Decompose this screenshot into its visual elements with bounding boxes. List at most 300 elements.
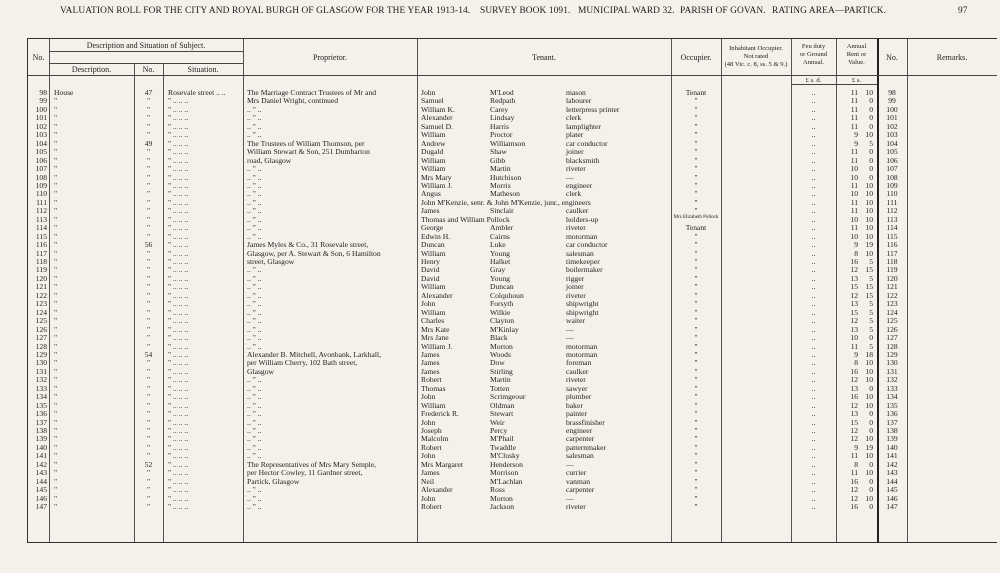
row-number-right: 104 <box>886 138 898 148</box>
row-situation: " .. .. .. <box>168 333 189 343</box>
row-occupation: riveter <box>566 502 586 512</box>
row-feu-duty: .. <box>811 273 816 283</box>
row-feu-duty: .. <box>811 113 816 123</box>
col-annual-2: Rent or <box>846 51 867 58</box>
row-description: " <box>54 231 58 241</box>
row-number-right: 137 <box>886 417 898 427</box>
row-rent-shillings: 0 <box>869 459 873 469</box>
row-rent-pounds: 13 <box>850 324 858 334</box>
row-occupation: joiner <box>566 282 584 292</box>
row-tenant-forename: James <box>421 206 440 216</box>
row-feu-duty: .. <box>811 426 816 435</box>
row-description: " <box>54 468 58 478</box>
row-description: " <box>54 214 58 224</box>
row-tenant-surname: Gray <box>490 265 506 275</box>
row-rent-pounds: 10 <box>850 164 858 174</box>
row-number-right: 145 <box>886 485 898 495</box>
row-proprietor: .. " .. <box>247 434 262 444</box>
row-number-right: 142 <box>886 459 898 469</box>
row-rent-shillings: 0 <box>869 96 873 106</box>
row-proprietor: .. " .. <box>247 400 262 410</box>
row-occupation: letterpress printer <box>566 104 620 114</box>
row-tenant-forename: Joseph <box>421 426 442 435</box>
row-number-right: 118 <box>886 257 898 266</box>
row-number: 122 <box>35 290 47 300</box>
row-number: 116 <box>35 240 47 250</box>
row-situation: " .. .. .. <box>168 417 189 427</box>
row-number-right: 98 <box>888 88 896 97</box>
row-occupier: " <box>694 231 698 241</box>
row-proprietor: road, Glasgow <box>247 155 292 165</box>
row-tenant-surname: Clayton <box>490 316 515 326</box>
row-house-number: " <box>146 434 151 444</box>
row-situation: " .. .. .. <box>168 265 189 275</box>
row-rent-pounds: 9 <box>854 442 858 452</box>
survey-book: SURVEY BOOK 1091. <box>480 6 571 16</box>
row-feu-duty: .. <box>811 459 816 469</box>
row-situation: " .. .. .. <box>168 442 189 452</box>
row-number: 129 <box>35 349 47 359</box>
row-situation: " .. .. .. <box>168 434 189 444</box>
row-rent-shillings: 15 <box>865 290 873 300</box>
row-tenant-surname: Martin <box>490 164 511 174</box>
row-house-number: " <box>146 383 151 393</box>
row-occupation: shipwright <box>566 307 599 317</box>
row-occupier: " <box>694 349 698 359</box>
row-number: 114 <box>35 223 47 233</box>
row-proprietor: .. " .. <box>247 493 262 503</box>
row-number-right: 131 <box>886 366 898 376</box>
row-occupation: clerk <box>566 113 582 123</box>
row-house-number: " <box>146 147 151 157</box>
row-proprietor: .. " .. <box>247 392 262 402</box>
row-situation: " .. .. .. <box>168 349 189 359</box>
row-tenant-surname: M'Clusky <box>490 451 520 461</box>
row-description: " <box>54 273 58 283</box>
row-rent-pounds: 12 <box>850 493 858 503</box>
row-occupier: " <box>694 426 698 435</box>
row-occupation: vanman <box>566 476 591 486</box>
row-number: 106 <box>35 155 47 165</box>
row-situation: " .. .. .. <box>168 451 189 461</box>
row-tenant-forename: Thomas <box>421 383 446 393</box>
row-proprietor: Glasgow <box>247 366 274 376</box>
col-feu-3: Annual. <box>802 59 825 66</box>
row-number: 138 <box>35 426 47 435</box>
row-feu-duty: .. <box>811 189 816 199</box>
row-occupation: boilermaker <box>566 265 603 275</box>
row-rent-shillings: 5 <box>869 138 873 148</box>
row-situation: " .. .. .. <box>168 121 189 131</box>
row-tenant-full: Thomas and William Pollock <box>421 214 510 224</box>
row-house-number: " <box>146 417 151 427</box>
row-rent-pounds: 11 <box>850 223 858 233</box>
row-house-number: " <box>146 451 151 461</box>
row-tenant-forename: Samuel <box>421 96 444 106</box>
row-occupation: baker <box>566 400 583 410</box>
valuation-table <box>27 38 997 543</box>
row-tenant-surname: Forsyth <box>490 299 514 309</box>
row-tenant-forename: William <box>421 248 446 258</box>
row-tenant-forename: Mrs Margaret <box>421 459 463 469</box>
row-house-number: " <box>146 206 151 216</box>
row-situation: " .. .. .. <box>168 282 189 292</box>
row-tenant-forename: William K. <box>421 104 455 114</box>
row-occupation: carpenter <box>566 434 595 444</box>
row-occupier: " <box>694 121 698 131</box>
row-occupier: " <box>694 493 698 503</box>
row-occupation: — <box>566 333 574 343</box>
row-rent-shillings: 0 <box>869 147 873 157</box>
row-proprietor: .. " .. <box>247 426 262 435</box>
row-number-right: 116 <box>886 240 898 250</box>
page-header <box>0 6 1000 20</box>
row-feu-duty: .. <box>811 383 816 393</box>
row-description: " <box>54 392 58 402</box>
row-house-number: " <box>146 96 151 106</box>
row-description: " <box>54 434 58 444</box>
row-description: " <box>54 290 58 300</box>
row-rent-pounds: 9 <box>854 138 858 148</box>
row-house-number: " <box>146 265 151 275</box>
row-situation: " .. .. .. <box>168 138 189 148</box>
row-situation: " .. .. .. <box>168 468 189 478</box>
row-feu-duty: .. <box>811 104 816 114</box>
row-number-right: 105 <box>886 147 898 157</box>
row-feu-duty: .. <box>811 257 816 266</box>
row-situation: " .. .. .. <box>168 155 189 165</box>
row-feu-duty: .. <box>811 434 816 444</box>
row-tenant-surname: Wilkie <box>490 307 511 317</box>
row-number: 126 <box>35 324 47 334</box>
row-number: 115 <box>35 231 47 241</box>
row-description: " <box>54 417 58 427</box>
row-description: " <box>54 96 58 106</box>
row-proprietor: The Marriage Contract Trustees of Mr and <box>247 88 377 97</box>
row-rent-shillings: 10 <box>865 189 873 199</box>
row-rent-pounds: 11 <box>850 155 858 165</box>
row-occupier: " <box>694 333 698 343</box>
row-proprietor: .. " .. <box>247 383 262 393</box>
row-situation: " .. .. .. <box>168 189 189 199</box>
row-proprietor: Mrs Daniel Wright, continued <box>247 96 339 106</box>
row-number: 100 <box>35 104 47 114</box>
row-rent-shillings: 0 <box>869 383 873 393</box>
row-situation: " .. .. .. <box>168 383 189 393</box>
row-tenant-forename: Mrs Kate <box>421 324 450 334</box>
row-situation: " .. .. .. <box>168 307 189 317</box>
row-number-right: 128 <box>886 341 898 351</box>
row-feu-duty: .. <box>811 147 816 157</box>
row-proprietor: Partick, Glasgow <box>247 476 300 486</box>
row-tenant-surname: Morrison <box>490 468 519 478</box>
row-rent-pounds: 16 <box>850 502 858 512</box>
row-situation: " .. .. .. <box>168 485 189 495</box>
row-feu-duty: .. <box>811 468 816 478</box>
row-rent-shillings: 15 <box>865 282 873 292</box>
row-rent-pounds: 8 <box>854 459 858 469</box>
row-house-number: " <box>146 468 151 478</box>
row-occupation: blacksmith <box>566 155 600 165</box>
row-tenant-forename: Angus <box>421 189 441 199</box>
row-number: 131 <box>35 366 47 376</box>
row-feu-duty: .. <box>811 409 816 419</box>
row-tenant-surname: Morton <box>490 341 513 351</box>
row-rent-shillings: 0 <box>869 155 873 165</box>
row-tenant-forename: George <box>421 223 444 233</box>
row-number: 109 <box>35 180 47 190</box>
row-rent-shillings: 0 <box>869 121 873 131</box>
table-row <box>28 503 997 511</box>
row-occupation: engineer <box>566 426 593 435</box>
row-occupation: — <box>566 172 574 182</box>
roll-title: VALUATION ROLL FOR THE CITY AND ROYAL BURGH OF GLASGOW FOR THE YEAR 1913-14. <box>60 6 471 16</box>
row-house-number: " <box>146 257 151 266</box>
row-number: 121 <box>35 282 47 292</box>
row-rent-pounds: 11 <box>850 180 858 190</box>
row-tenant-forename: John <box>421 417 436 427</box>
row-number: 124 <box>35 307 47 317</box>
row-occupier: " <box>694 138 698 148</box>
row-rent-shillings: 19 <box>865 240 873 250</box>
row-rent-shillings: 10 <box>865 358 873 368</box>
row-number: 102 <box>35 121 47 131</box>
row-tenant-surname: Young <box>490 248 510 258</box>
row-tenant-forename: Alexander <box>421 485 453 495</box>
row-occupation: currier <box>566 468 587 478</box>
row-tenant-forename: David <box>421 265 440 275</box>
col-inhabitant-1: Inhabitant Occupier. <box>729 45 783 52</box>
row-situation: " .. .. .. <box>168 172 189 182</box>
row-situation: " .. .. .. <box>168 290 189 300</box>
row-number: 135 <box>35 400 47 410</box>
row-rent-shillings: 10 <box>865 375 873 385</box>
row-number: 142 <box>35 459 47 469</box>
row-situation: " .. .. .. <box>168 459 189 469</box>
row-rent-shillings: 0 <box>869 476 873 486</box>
row-house-number: " <box>146 333 151 343</box>
row-situation: " .. .. .. <box>168 248 189 258</box>
row-feu-duty: .. <box>811 265 816 275</box>
row-number-right: 123 <box>886 299 898 309</box>
row-house-number: " <box>146 121 151 131</box>
row-occupier: " <box>694 130 698 140</box>
row-number: 108 <box>35 172 47 182</box>
row-rent-pounds: 15 <box>850 307 858 317</box>
row-occupation: mason <box>566 88 586 97</box>
col-proprietor: Proprietor. <box>313 53 347 62</box>
row-number-right: 135 <box>886 400 898 410</box>
row-number: 99 <box>39 96 47 106</box>
row-house-number: " <box>146 273 151 283</box>
row-number: 136 <box>35 409 47 419</box>
row-number-right: 115 <box>886 231 898 241</box>
row-number-right: 112 <box>886 206 898 216</box>
row-number: 98 <box>39 88 47 97</box>
row-occupation: clerk <box>566 189 582 199</box>
row-number-right: 133 <box>886 383 898 393</box>
row-rent-shillings: 5 <box>869 299 873 309</box>
row-proprietor: The Trustees of William Thomson, per <box>247 138 365 148</box>
row-feu-duty: .. <box>811 392 816 402</box>
row-tenant-surname: Stirling <box>490 366 513 376</box>
row-house-number: " <box>146 341 151 351</box>
municipal-ward: MUNICIPAL WARD 32. <box>578 6 675 16</box>
row-rent-pounds: 12 <box>850 400 858 410</box>
row-proprietor: .. " .. <box>247 502 262 512</box>
row-number-right: 109 <box>886 180 898 190</box>
row-tenant-forename: Robert <box>421 375 442 385</box>
row-number-right: 143 <box>886 468 898 478</box>
row-situation: " .. .. .. <box>168 324 189 334</box>
row-house-number: " <box>146 375 151 385</box>
row-occupation: salesman <box>566 248 594 258</box>
row-tenant-forename: James <box>421 358 440 368</box>
row-occupier: " <box>694 358 698 368</box>
row-rent-shillings: 10 <box>865 231 873 241</box>
row-feu-duty: .. <box>811 349 816 359</box>
row-occupation: lamplighter <box>566 121 602 131</box>
row-occupation: timekeeper <box>566 257 600 266</box>
row-occupier: Tenant <box>685 88 707 97</box>
row-house-number: " <box>146 400 151 410</box>
row-occupier: " <box>694 265 698 275</box>
row-number-right: 132 <box>886 375 898 385</box>
row-occupier: " <box>694 383 698 393</box>
row-description: " <box>54 307 58 317</box>
row-description: " <box>54 138 58 148</box>
row-tenant-surname: Ross <box>490 485 505 495</box>
row-occupier: " <box>694 451 698 461</box>
row-tenant-forename: David <box>421 273 440 283</box>
row-description: " <box>54 459 58 469</box>
row-number: 112 <box>35 206 47 216</box>
row-number: 118 <box>35 257 47 266</box>
row-rent-pounds: 12 <box>850 290 858 300</box>
row-tenant-surname: Williamson <box>490 138 526 148</box>
row-number: 140 <box>35 442 47 452</box>
row-number-right: 108 <box>886 172 898 182</box>
row-rent-shillings: 10 <box>865 180 873 190</box>
row-proprietor: .. " .. <box>247 299 262 309</box>
row-rent-pounds: 11 <box>850 206 858 216</box>
row-occupier: " <box>694 206 698 216</box>
row-house-number: " <box>146 223 151 233</box>
row-tenant-forename: William <box>421 307 446 317</box>
row-feu-duty: .. <box>811 417 816 427</box>
row-occupier: " <box>694 290 698 300</box>
row-number: 133 <box>35 383 47 393</box>
row-proprietor: .. " .. <box>247 273 262 283</box>
row-occupation: carpenter <box>566 485 595 495</box>
row-situation: " .. .. .. <box>168 273 189 283</box>
row-proprietor: .. " .. <box>247 307 262 317</box>
row-tenant-forename: William <box>421 164 446 174</box>
row-occupier: " <box>694 113 698 123</box>
row-house-number: " <box>146 248 151 258</box>
row-occupation: riveter <box>566 290 586 300</box>
row-house-number: " <box>146 316 151 326</box>
row-number-right: 136 <box>886 409 898 419</box>
row-rent-shillings: 5 <box>869 341 873 351</box>
row-house-number: " <box>146 282 151 292</box>
row-feu-duty: .. <box>811 223 816 233</box>
row-house-number: " <box>146 197 151 207</box>
col-feu-2: or Ground <box>799 51 828 58</box>
row-rent-pounds: 11 <box>850 147 858 157</box>
row-tenant-surname: M'Phail <box>490 434 514 444</box>
col-description: Description. <box>71 65 112 74</box>
row-occupation: riveter <box>566 223 586 233</box>
row-tenant-surname: Duncan <box>490 282 514 292</box>
row-tenant-forename: Neil <box>421 476 435 486</box>
row-description: " <box>54 155 58 165</box>
col-inhabitant-3: (48 Vic. c. 8, ss. 5 & 9.) <box>724 61 788 68</box>
row-proprietor: .. " .. <box>247 485 262 495</box>
row-number: 104 <box>35 138 47 148</box>
row-tenant-forename: Malcolm <box>421 434 449 444</box>
row-description: " <box>54 349 58 359</box>
row-occupier: Tenant <box>685 223 707 233</box>
row-number-right: 125 <box>886 316 898 326</box>
row-situation: " .. .. .. <box>168 358 189 368</box>
row-situation: " .. .. .. <box>168 113 189 123</box>
row-tenant-surname: Young <box>490 273 510 283</box>
row-house-number: " <box>146 476 151 486</box>
row-rent-pounds: 12 <box>850 316 858 326</box>
row-description: " <box>54 164 58 174</box>
row-proprietor: .. " .. <box>247 290 262 300</box>
row-description: " <box>54 113 58 123</box>
row-proprietor: .. " .. <box>247 164 262 174</box>
row-rent-pounds: 11 <box>850 121 858 131</box>
row-feu-duty: .. <box>811 138 816 148</box>
row-number-right: 141 <box>886 451 898 461</box>
row-proprietor: .. " .. <box>247 231 262 241</box>
row-occupation: plater <box>566 130 584 140</box>
row-tenant-surname: Carey <box>490 104 509 114</box>
row-description: " <box>54 265 58 275</box>
row-feu-duty: .. <box>811 248 816 258</box>
row-feu-duty: .. <box>811 307 816 317</box>
row-rent-pounds: 11 <box>850 88 858 97</box>
row-situation: " .. .. .. <box>168 223 189 233</box>
row-rent-shillings: 19 <box>865 442 873 452</box>
page-number: 97 <box>958 6 968 16</box>
row-rent-shillings: 10 <box>865 468 873 478</box>
row-feu-duty: .. <box>811 88 816 97</box>
col-tenant: Tenant. <box>532 53 556 62</box>
row-rent-shillings: 10 <box>865 434 873 444</box>
row-proprietor: .. " .. <box>247 316 262 326</box>
row-number-right: 101 <box>886 113 898 123</box>
row-rent-shillings: 5 <box>869 273 873 283</box>
row-rent-shillings: 0 <box>869 485 873 495</box>
row-rent-shillings: 10 <box>865 197 873 207</box>
row-rent-shillings: 10 <box>865 130 873 140</box>
row-proprietor: .. " .. <box>247 130 262 140</box>
row-description: " <box>54 502 58 512</box>
row-description: " <box>54 341 58 351</box>
row-occupier: " <box>694 197 698 207</box>
row-occupation: patternmaker <box>566 442 607 452</box>
row-feu-duty: .. <box>811 485 816 495</box>
row-tenant-surname: Cairns <box>490 231 510 241</box>
col-no-right: No. <box>886 53 898 62</box>
row-rent-shillings: 5 <box>869 324 873 334</box>
row-tenant-forename: John <box>421 299 436 309</box>
row-proprietor: per William Cherry, 102 Bath street, <box>247 358 358 368</box>
